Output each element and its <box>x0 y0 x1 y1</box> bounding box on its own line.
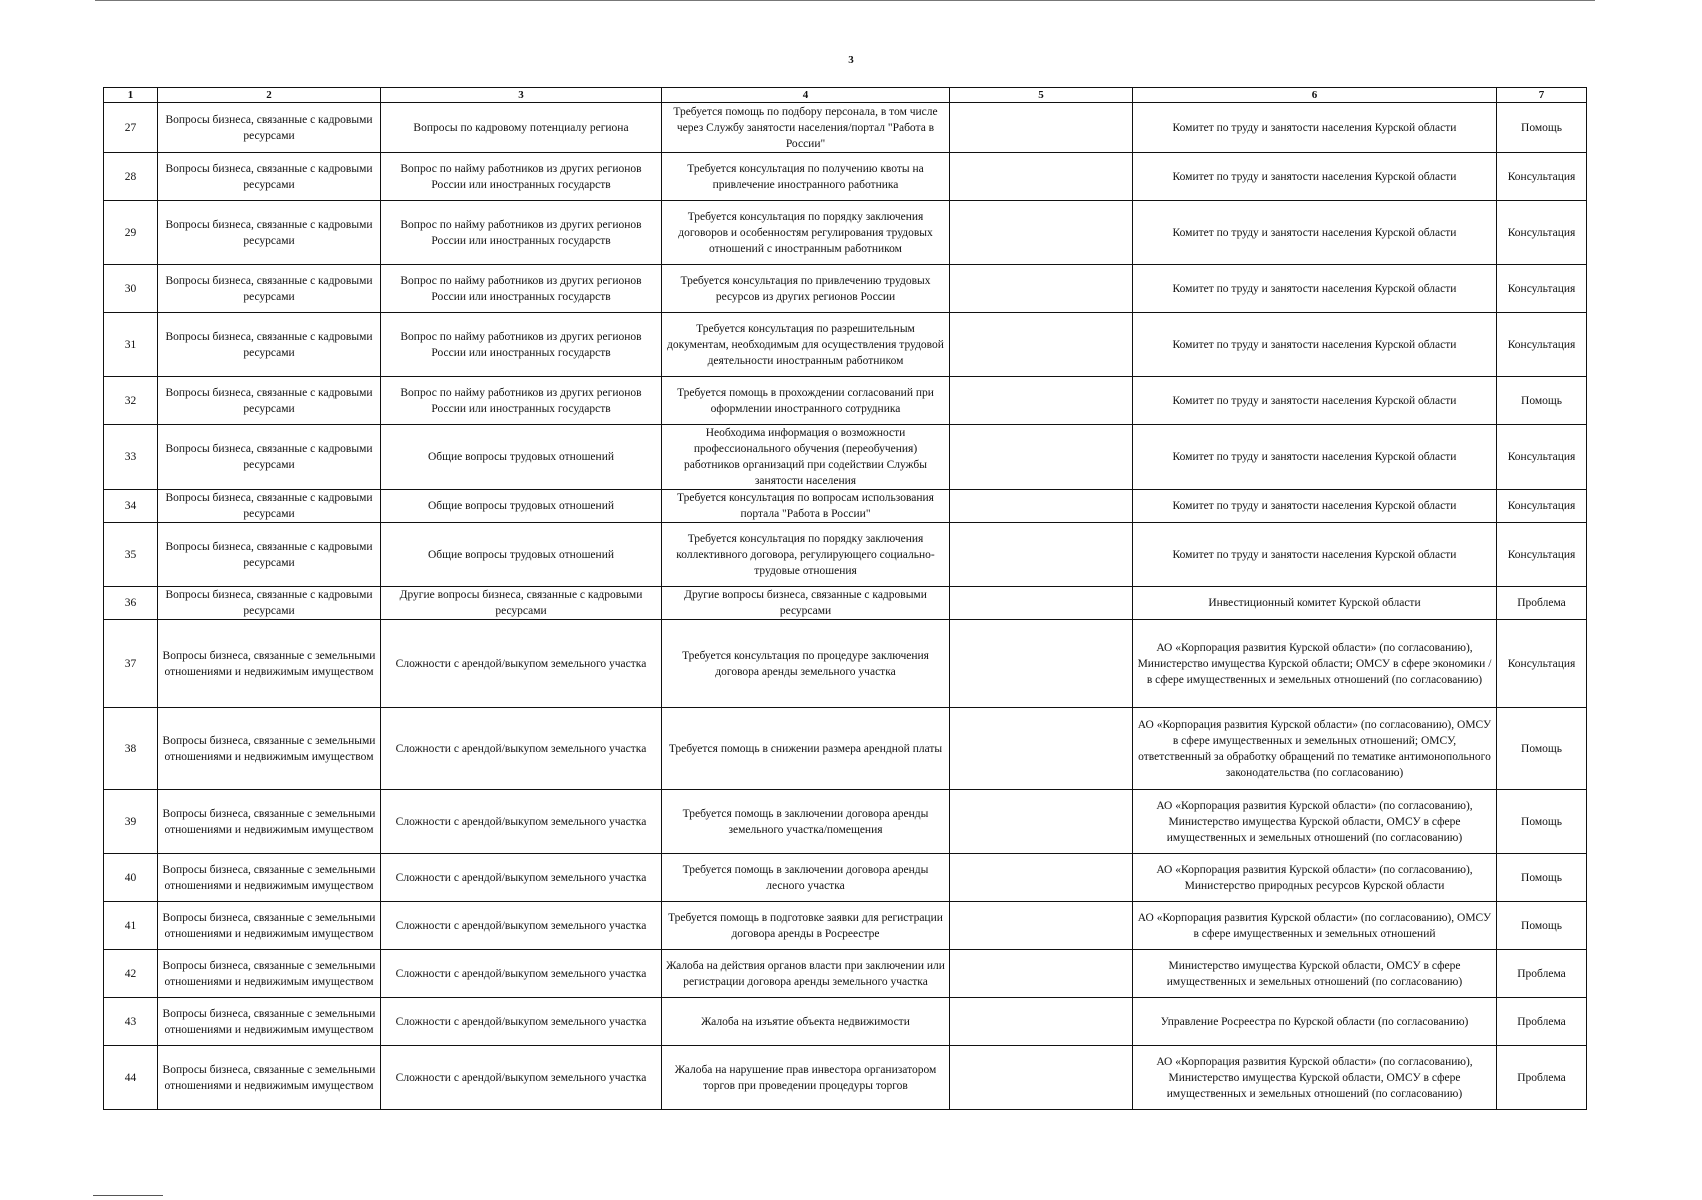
request-cell: Требуется консультация по получению квоты на привлечение иностранного работника <box>662 153 950 201</box>
type-cell: Консультация <box>1497 490 1587 523</box>
request-cell: Требуется консультация по привлечению трудовых ресурсов из других регионов России <box>662 265 950 313</box>
empty-cell <box>950 708 1133 790</box>
subcategory-cell: Вопрос по найму работников из других регионов России или иностранных государств <box>381 265 662 313</box>
category-cell: Вопросы бизнеса, связанные с кадровыми ресурсами <box>158 103 381 153</box>
row-number: 30 <box>104 265 158 313</box>
row-number: 43 <box>104 998 158 1046</box>
category-cell: Вопросы бизнеса, связанные с земельными отношениями и недвижимым имуществом <box>158 790 381 854</box>
table-row <box>104 587 1587 620</box>
header-row <box>104 88 1587 103</box>
type-cell: Помощь <box>1497 708 1587 790</box>
responsible-cell: Комитет по труду и занятости населения Курской области <box>1133 265 1497 313</box>
category-cell: Вопросы бизнеса, связанные с земельными отношениями и недвижимым имуществом <box>158 1046 381 1110</box>
table-row <box>104 950 1587 998</box>
row-number: 32 <box>104 377 158 425</box>
table-row <box>104 490 1587 523</box>
category-cell: Вопросы бизнеса, связанные с кадровыми ресурсами <box>158 587 381 620</box>
table-row <box>104 523 1587 587</box>
type-cell: Помощь <box>1497 103 1587 153</box>
responsible-cell: АО «Корпорация развития Курской области» (по согласованию), Министерство природных ресурсов Курской области <box>1133 854 1497 902</box>
row-number: 37 <box>104 620 158 708</box>
request-cell: Другие вопросы бизнеса, связанные с кадровыми ресурсами <box>662 587 950 620</box>
responsible-cell: Комитет по труду и занятости населения Курской области <box>1133 523 1497 587</box>
request-cell: Требуется консультация по порядку заключения договоров и особенностям регулирования трудовых отношений с иностранным работником <box>662 201 950 265</box>
data-table <box>103 87 1587 1110</box>
type-cell: Проблема <box>1497 1046 1587 1110</box>
row-number: 27 <box>104 103 158 153</box>
empty-cell <box>950 523 1133 587</box>
subcategory-cell: Общие вопросы трудовых отношений <box>381 490 662 523</box>
empty-cell <box>950 1046 1133 1110</box>
responsible-cell: Комитет по труду и занятости населения Курской области <box>1133 425 1497 490</box>
subcategory-cell: Общие вопросы трудовых отношений <box>381 425 662 490</box>
type-cell: Консультация <box>1497 523 1587 587</box>
responsible-cell: АО «Корпорация развития Курской области» (по согласованию), Министерство имущества Курской области; ОМСУ в сфере экономики / в сфере имущественных и земельных отношений (по согласованию) <box>1133 620 1497 708</box>
responsible-cell: АО «Корпорация развития Курской области» (по согласованию), ОМСУ в сфере имущественных и земельных отношений; ОМСУ, ответственный за обработку обращений по тематике антимонопольного законодательства (по согласованию) <box>1133 708 1497 790</box>
responsible-cell: Комитет по труду и занятости населения Курской области <box>1133 153 1497 201</box>
table-header <box>104 88 1587 103</box>
responsible-cell: Министерство имущества Курской области, ОМСУ в сфере имущественных и земельных отношений (по согласованию) <box>1133 950 1497 998</box>
request-cell: Жалоба на нарушение прав инвестора организатором торгов при проведении процедуры торгов <box>662 1046 950 1110</box>
empty-cell <box>950 854 1133 902</box>
header-col-2: 2 <box>158 88 381 103</box>
type-cell: Помощь <box>1497 790 1587 854</box>
request-cell: Требуется помощь в снижении размера арендной платы <box>662 708 950 790</box>
header-col-4: 4 <box>662 88 950 103</box>
category-cell: Вопросы бизнеса, связанные с кадровыми ресурсами <box>158 313 381 377</box>
table-row <box>104 201 1587 265</box>
empty-cell <box>950 313 1133 377</box>
category-cell: Вопросы бизнеса, связанные с кадровыми ресурсами <box>158 153 381 201</box>
table-body <box>104 103 1587 1110</box>
row-number: 44 <box>104 1046 158 1110</box>
subcategory-cell: Сложности с арендой/выкупом земельного участка <box>381 708 662 790</box>
request-cell: Требуется помощь в подготовке заявки для регистрации договора аренды в Росреестре <box>662 902 950 950</box>
type-cell: Помощь <box>1497 854 1587 902</box>
subcategory-cell: Сложности с арендой/выкупом земельного участка <box>381 902 662 950</box>
header-col-1: 1 <box>104 88 158 103</box>
empty-cell <box>950 790 1133 854</box>
category-cell: Вопросы бизнеса, связанные с земельными отношениями и недвижимым имуществом <box>158 854 381 902</box>
category-cell: Вопросы бизнеса, связанные с кадровыми ресурсами <box>158 265 381 313</box>
subcategory-cell: Вопрос по найму работников из других регионов России или иностранных государств <box>381 377 662 425</box>
empty-cell <box>950 998 1133 1046</box>
request-cell: Требуется помощь в прохождении согласований при оформлении иностранного сотрудника <box>662 377 950 425</box>
subcategory-cell: Другие вопросы бизнеса, связанные с кадровыми ресурсами <box>381 587 662 620</box>
subcategory-cell: Вопросы по кадровому потенциалу региона <box>381 103 662 153</box>
type-cell: Помощь <box>1497 902 1587 950</box>
table-row <box>104 854 1587 902</box>
row-number: 34 <box>104 490 158 523</box>
responsible-cell: Комитет по труду и занятости населения Курской области <box>1133 201 1497 265</box>
category-cell: Вопросы бизнеса, связанные с кадровыми ресурсами <box>158 490 381 523</box>
empty-cell <box>950 201 1133 265</box>
type-cell: Консультация <box>1497 313 1587 377</box>
responsible-cell: Комитет по труду и занятости населения Курской области <box>1133 313 1497 377</box>
row-number: 28 <box>104 153 158 201</box>
table-row <box>104 425 1587 490</box>
request-cell: Требуется помощь в заключении договора аренды лесного участка <box>662 854 950 902</box>
row-number: 33 <box>104 425 158 490</box>
subcategory-cell: Сложности с арендой/выкупом земельного участка <box>381 1046 662 1110</box>
category-cell: Вопросы бизнеса, связанные с кадровыми ресурсами <box>158 425 381 490</box>
row-number: 39 <box>104 790 158 854</box>
type-cell: Консультация <box>1497 265 1587 313</box>
subcategory-cell: Вопрос по найму работников из других регионов России или иностранных государств <box>381 153 662 201</box>
empty-cell <box>950 490 1133 523</box>
subcategory-cell: Вопрос по найму работников из других регионов России или иностранных государств <box>381 313 662 377</box>
category-cell: Вопросы бизнеса, связанные с кадровыми ресурсами <box>158 377 381 425</box>
category-cell: Вопросы бизнеса, связанные с земельными отношениями и недвижимым имуществом <box>158 998 381 1046</box>
empty-cell <box>950 587 1133 620</box>
type-cell: Проблема <box>1497 998 1587 1046</box>
category-cell: Вопросы бизнеса, связанные с земельными отношениями и недвижимым имуществом <box>158 708 381 790</box>
request-cell: Необходима информация о возможности профессионального обучения (переобучения) работников организаций при содействии Службы занятости населения <box>662 425 950 490</box>
table-row <box>104 998 1587 1046</box>
subcategory-cell: Вопрос по найму работников из других регионов России или иностранных государств <box>381 201 662 265</box>
empty-cell <box>950 377 1133 425</box>
responsible-cell: Комитет по труду и занятости населения Курской области <box>1133 377 1497 425</box>
responsible-cell: Управление Росреестра по Курской области (по согласованию) <box>1133 998 1497 1046</box>
type-cell: Консультация <box>1497 153 1587 201</box>
responsible-cell: АО «Корпорация развития Курской области» (по согласованию), ОМСУ в сфере имущественных и земельных отношений <box>1133 902 1497 950</box>
row-number: 38 <box>104 708 158 790</box>
row-number: 36 <box>104 587 158 620</box>
table-row <box>104 313 1587 377</box>
bottom-scan-rule <box>93 1195 163 1196</box>
empty-cell <box>950 620 1133 708</box>
request-cell: Жалоба на действия органов власти при заключении или регистрации договора аренды земельного участка <box>662 950 950 998</box>
table-row <box>104 153 1587 201</box>
category-cell: Вопросы бизнеса, связанные с кадровыми ресурсами <box>158 201 381 265</box>
row-number: 35 <box>104 523 158 587</box>
responsible-cell: АО «Корпорация развития Курской области» (по согласованию), Министерство имущества Курской области, ОМСУ в сфере имущественных и земельных отношений (по согласованию) <box>1133 790 1497 854</box>
category-cell: Вопросы бизнеса, связанные с кадровыми ресурсами <box>158 523 381 587</box>
subcategory-cell: Сложности с арендой/выкупом земельного участка <box>381 854 662 902</box>
category-cell: Вопросы бизнеса, связанные с земельными отношениями и недвижимым имуществом <box>158 950 381 998</box>
table-row <box>104 377 1587 425</box>
table-row <box>104 1046 1587 1110</box>
header-col-7: 7 <box>1497 88 1587 103</box>
subcategory-cell: Общие вопросы трудовых отношений <box>381 523 662 587</box>
request-cell: Требуется консультация по вопросам использования портала "Работа в России" <box>662 490 950 523</box>
empty-cell <box>950 902 1133 950</box>
empty-cell <box>950 425 1133 490</box>
type-cell: Помощь <box>1497 377 1587 425</box>
request-cell: Требуется помощь в заключении договора аренды земельного участка/помещения <box>662 790 950 854</box>
header-col-5: 5 <box>950 88 1133 103</box>
responsible-cell: Комитет по труду и занятости населения Курской области <box>1133 490 1497 523</box>
subcategory-cell: Сложности с арендой/выкупом земельного участка <box>381 950 662 998</box>
row-number: 42 <box>104 950 158 998</box>
table-row <box>104 708 1587 790</box>
table-row <box>104 620 1587 708</box>
request-cell: Требуется помощь по подбору персонала, в том числе через Службу занятости населения/портал "Работа в России" <box>662 103 950 153</box>
request-cell: Требуется консультация по процедуре заключения договора аренды земельного участка <box>662 620 950 708</box>
request-cell: Требуется консультация по порядку заключения коллективного договора, регулирующего социально-трудовые отношения <box>662 523 950 587</box>
row-number: 41 <box>104 902 158 950</box>
table-row <box>104 902 1587 950</box>
responsible-cell: Инвестиционный комитет Курской области <box>1133 587 1497 620</box>
table-row <box>104 790 1587 854</box>
top-scan-rule <box>95 0 1595 1</box>
row-number: 31 <box>104 313 158 377</box>
subcategory-cell: Сложности с арендой/выкупом земельного участка <box>381 620 662 708</box>
category-cell: Вопросы бизнеса, связанные с земельными отношениями и недвижимым имуществом <box>158 620 381 708</box>
type-cell: Консультация <box>1497 425 1587 490</box>
responsible-cell: Комитет по труду и занятости населения Курской области <box>1133 103 1497 153</box>
row-number: 29 <box>104 201 158 265</box>
page-number: 3 <box>848 54 854 66</box>
subcategory-cell: Сложности с арендой/выкупом земельного участка <box>381 790 662 854</box>
empty-cell <box>950 265 1133 313</box>
table-row <box>104 103 1587 153</box>
responsible-cell: АО «Корпорация развития Курской области» (по согласованию), Министерство имущества Курской области, ОМСУ в сфере имущественных и земельных отношений (по согласованию) <box>1133 1046 1497 1110</box>
type-cell: Проблема <box>1497 950 1587 998</box>
type-cell: Консультация <box>1497 620 1587 708</box>
row-number: 40 <box>104 854 158 902</box>
subcategory-cell: Сложности с арендой/выкупом земельного участка <box>381 998 662 1046</box>
type-cell: Проблема <box>1497 587 1587 620</box>
empty-cell <box>950 153 1133 201</box>
type-cell: Консультация <box>1497 201 1587 265</box>
request-cell: Жалоба на изъятие объекта недвижимости <box>662 998 950 1046</box>
header-col-6: 6 <box>1133 88 1497 103</box>
empty-cell <box>950 103 1133 153</box>
category-cell: Вопросы бизнеса, связанные с земельными отношениями и недвижимым имуществом <box>158 902 381 950</box>
request-cell: Требуется консультация по разрешительным документам, необходимым для осуществления трудовой деятельности иностранным работником <box>662 313 950 377</box>
empty-cell <box>950 950 1133 998</box>
table-row <box>104 265 1587 313</box>
header-col-3: 3 <box>381 88 662 103</box>
